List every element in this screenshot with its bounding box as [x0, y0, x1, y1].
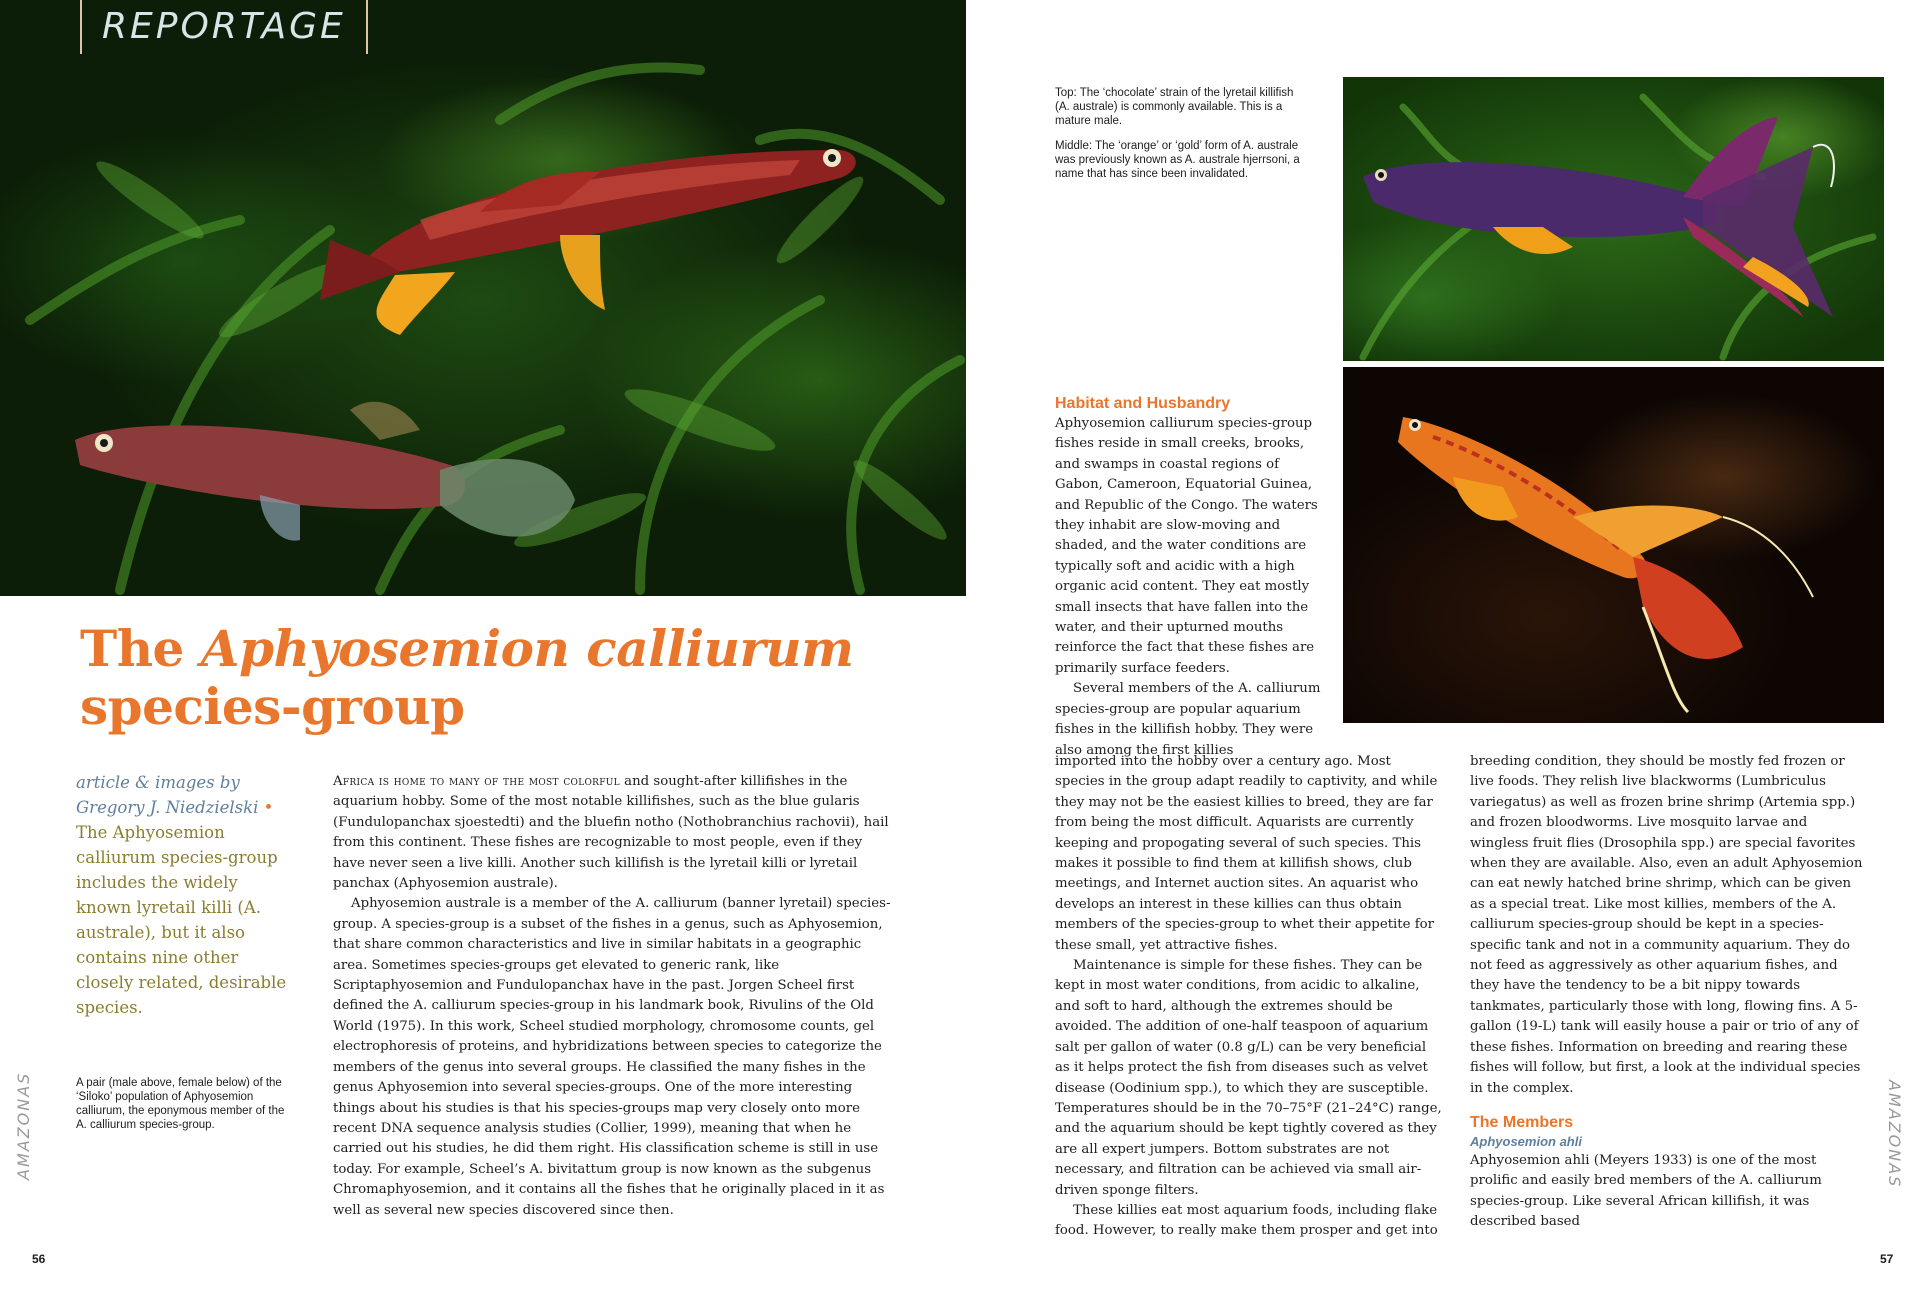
paragraph-8: Aphyosemion ahli (Meyers 1933) is one of the most prolific and easily bred members of the A. calliurum species-group. Like several African killifish, it was described based: [1470, 1152, 1822, 1230]
credit-line-2: [76, 795, 296, 820]
page-number-right: 57: [1880, 1252, 1894, 1266]
paragraph-3: Aphyosemion calliurum species-group fishes reside in small creeks, brooks, and swamps in coastal regions of Gabon, Cameroon, Equatorial Guinea, and Republic of the Congo. The waters they inhabit are slow-moving and shaded, and the water conditions are typically soft and acidic with a high organic acid content. They eat mostly small insects that have fallen into the water, and their upturned mouths reinforce the fact that these fishes are primarily surface feeders.: [1055, 416, 1318, 676]
hero-photo: [0, 0, 966, 596]
body-column-4: [1470, 752, 1868, 1233]
paragraph-1-rest: and sought-after killifishes in the aquarium hobby. Some of the most notable killifishes, such as the blue gularis (Fundulopanchax sjoestedti) and the bluefin notho (Nothobranchius rachovii), hail from this continent. These fishes are recognizable to most people, even if they have never seen a live killi. Another such killifish is the lyretail killi or lyretail panchax (Aphyosemion australe).: [333, 774, 889, 892]
female-fish-shape: [75, 402, 575, 541]
article-title: [80, 620, 854, 736]
paragraph-4b: imported into the hobby over a century ago. Most species in the group adapt readily to captivity, and while they may not be the easiest killies to breed, they are far from being the most difficult. Aquarists are currently keeping and propogating several of such species. This makes it possible to find them at killifish shows, club meetings, and Internet auction sites. An aquarist who develops an interest in these killies can thus obtain members of the species-group to whet their appetite for these small, yet attractive fishes.: [1055, 754, 1438, 953]
credit-line-1: article & images by: [76, 773, 240, 792]
title-italic: Aphyosemion calliurum: [200, 619, 854, 678]
bullet-dot: •: [263, 798, 274, 817]
side-tag-right: AMAZONAS: [1885, 1080, 1904, 1189]
title-post: species-group: [80, 677, 465, 736]
hero-photo-art: [0, 0, 966, 596]
photo-gold-art: [1343, 367, 1884, 723]
photo-gold-form: [1343, 367, 1884, 723]
paragraph-2: Aphyosemion australe is a member of the A. calliurum (banner lyretail) species-group. A species-group is a subset of the fishes in a genus, such as Aphyosemion, that share common characteristics and live in similar habitats in a geographic area. Sometimes species-groups get elevated to generic rank, like Scriptaphyosemion and Fundulopanchax have in the past. Jorgen Scheel first defined the A. calliurum species-group in his landmark book, Rivulins of the Old World (1975). In this work, Scheel studied morphology, chromosome counts, gel electrophoresis of proteins, and hybridizations between species to categorize the members of the genus into several groups. He classified the many fishes in the genus Aphyosemion into several species-groups. One of the more interesting things about his studies is that his species-groups map very closely onto more recent DNA sequence analysis studies (Collier, 1999), meaning that when he carried out his studies, he did them right. His classification scheme is still in use today. For example, Scheel’s A. bivitattum group is now known as the subgenus Chromaphyosemion, and it contains all the fishes that he originally placed in it as well as several new species discovered since then.: [333, 896, 891, 1218]
paragraph-7: breeding condition, they should be mostly fed frozen or live foods. They relish live blackworms (Lumbriculus variegatus) as well as frozen brine shrimp (Artemia spp.) and frozen bloodworms. Live mosquito larvae and wingless fruit flies (Drosophila spp.) are special favorites when they are available. Also, even an adult Aphyosemion can eat newly hatched brine shrimp, which can be given as a special treat. Like most killies, members of the A. calliurum species-group should be kept in a species-specific tank and not in a community aquarium. They do not feed as aggressively as other aquarium fishes, and they have the tendency to be a bit nippy towards tankmates, particularly those with long, flowing fins. A 5-gallon (19-L) tank will easily house a pair or trio of any of these fishes. Information on breeding and rearing these fishes will follow, but first, a look at the individual species in the complex.: [1470, 754, 1863, 1096]
section-kicker: REPORTAGE: [80, 0, 368, 54]
male-fish-shape: [320, 149, 856, 335]
deck-text: The Aphyosemion calliurum species-group includes the widely known lyretail killi (A. australe), but it also contains nine other closely related, desirable species.: [76, 823, 287, 1017]
body-column-1: [333, 772, 893, 1221]
body-column-2: [1055, 394, 1329, 761]
photo-chocolate-art: [1343, 77, 1884, 361]
paragraph-1-lead: Africa is home to many of the most colorful: [333, 774, 620, 789]
hero-caption: A pair (male above, female below) of the ‘Siloko’ population of Aphyosemion calliurum, the eponymous member of the A. calliurum species-group.: [76, 1077, 285, 1131]
photo-chocolate-strain: [1343, 77, 1884, 361]
page-number-left: 56: [32, 1252, 46, 1266]
paragraph-6: These killies eat most aquarium foods, including flake food. However, to really make them prosper and get into: [1055, 1202, 1438, 1239]
right-captions: [1055, 86, 1305, 191]
members-heading: The Members: [1470, 1113, 1574, 1131]
caption-top: Top: The ‘chocolate’ strain of the lyretail killifish (A. australe) is commonly available. This is a mature male.: [1055, 87, 1294, 128]
byline: [76, 770, 296, 1020]
members-subheading: Aphyosemion ahli: [1470, 1133, 1582, 1149]
paragraph-4a: Several members of the A. calliurum species-group are popular aquarium fishes in the killifish hobby. They were also among the first killies: [1055, 681, 1321, 758]
title-pre: The: [80, 619, 201, 678]
paragraph-1: [333, 772, 893, 894]
side-tag-left: AMAZONAS: [14, 1071, 33, 1180]
body-column-3: [1055, 752, 1443, 1242]
habitat-heading: Habitat and Husbandry: [1055, 395, 1231, 412]
paragraph-5: Maintenance is simple for these fishes. They can be kept in most water conditions, from acidic to alkaline, and soft to hard, although the extremes should be avoided. The addition of one-half teaspoon of aquarium salt per gallon of water (0.8 g/L) can be very beneficial as it helps protect the fish from diseases such as velvet disease (Oodinium spp.), to which they are susceptible. Temperatures should be in the 70–75°F (21–24°C) range, and the aquarium should be kept tightly covered as they are all expert jumpers. Bottom substrates are not necessary, and filtration can be achieved via small air-driven sponge filters.: [1055, 958, 1442, 1198]
caption-middle: Middle: The ‘orange’ or ‘gold’ form of A. australe was previously known as A. australe hjerrsoni, a name that has since been invalidated.: [1055, 139, 1300, 181]
author-name: Gregory J. Niedzielski: [76, 798, 259, 817]
